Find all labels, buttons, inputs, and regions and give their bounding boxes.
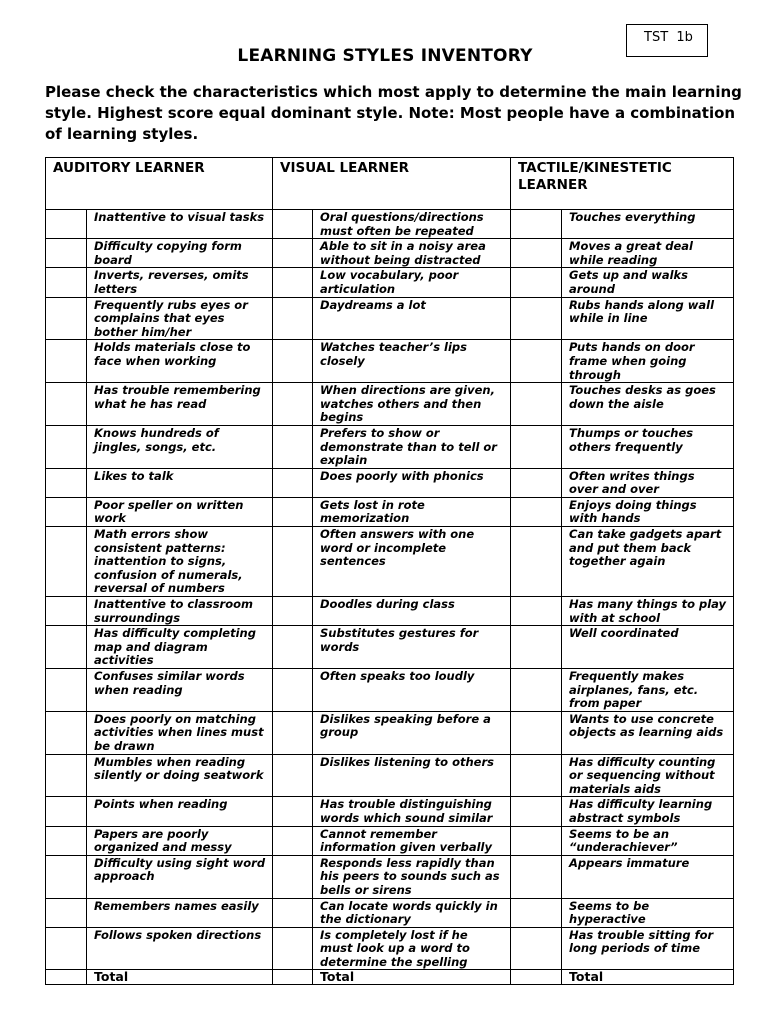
checkbox-visual[interactable]: [273, 711, 313, 754]
characteristic-auditory: Papers are poorly organized and messy: [87, 826, 273, 855]
characteristic-tactile: Has difficulty counting or sequencing without materials aids: [562, 754, 734, 797]
checkbox-visual[interactable]: [273, 669, 313, 712]
checkbox-auditory[interactable]: [46, 468, 87, 497]
characteristic-visual: Responds less rapidly than his peers to sounds such as bells or sirens: [313, 855, 511, 898]
characteristic-tactile: Well coordinated: [562, 626, 734, 669]
characteristic-tactile: Seems to be hyperactive: [562, 898, 734, 927]
characteristic-auditory: Points when reading: [87, 797, 273, 826]
header-tactile: TACTILE/KINESTETIC LEARNER: [511, 158, 734, 210]
checkbox-auditory[interactable]: [46, 626, 87, 669]
characteristic-tactile: Has trouble sitting for long periods of time: [562, 927, 734, 970]
checkbox-visual[interactable]: [273, 210, 313, 239]
characteristic-auditory: Frequently rubs eyes or complains that eyes bother him/her: [87, 297, 273, 340]
table-row: [46, 797, 734, 826]
table-row: [46, 898, 734, 927]
characteristic-tactile: Moves a great deal while reading: [562, 239, 734, 268]
checkbox-tactile[interactable]: [511, 468, 562, 497]
total-score-tactile[interactable]: [511, 970, 562, 985]
characteristic-visual: Watches teacher’s lips closely: [313, 340, 511, 383]
form-code: TST 1b: [644, 30, 693, 45]
checkbox-visual[interactable]: [273, 527, 313, 597]
characteristic-auditory: Inverts, reverses, omits letters: [87, 268, 273, 297]
total-score-auditory[interactable]: [46, 970, 87, 985]
table-row: [46, 340, 734, 383]
characteristic-tactile: Rubs hands along wall while in line: [562, 297, 734, 340]
table-row: [46, 597, 734, 626]
checkbox-auditory[interactable]: [46, 210, 87, 239]
characteristic-tactile: Frequently makes airplanes, fans, etc. from paper: [562, 669, 734, 712]
checkbox-tactile[interactable]: [511, 826, 562, 855]
characteristic-visual: Oral questions/directions must often be repeated: [313, 210, 511, 239]
inventory-table: [45, 157, 734, 985]
characteristic-visual: Daydreams a lot: [313, 297, 511, 340]
characteristic-auditory: Confuses similar words when reading: [87, 669, 273, 712]
checkbox-auditory[interactable]: [46, 425, 87, 468]
characteristic-visual: Dislikes speaking before a group: [313, 711, 511, 754]
checkbox-auditory[interactable]: [46, 297, 87, 340]
characteristic-visual: Can locate words quickly in the dictionary: [313, 898, 511, 927]
table-row: [46, 468, 734, 497]
checkbox-tactile[interactable]: [511, 527, 562, 597]
characteristic-auditory: Inattentive to visual tasks: [87, 210, 273, 239]
checkbox-tactile[interactable]: [511, 754, 562, 797]
characteristic-auditory: Difficulty using sight word approach: [87, 855, 273, 898]
checkbox-tactile[interactable]: [511, 898, 562, 927]
checkbox-tactile[interactable]: [511, 239, 562, 268]
checkbox-auditory[interactable]: [46, 797, 87, 826]
characteristic-tactile: Has difficulty learning abstract symbols: [562, 797, 734, 826]
characteristic-visual: Cannot remember information given verbally: [313, 826, 511, 855]
characteristic-visual: Prefers to show or demonstrate than to tell or explain: [313, 425, 511, 468]
characteristic-visual: Doodles during class: [313, 597, 511, 626]
characteristic-visual: Dislikes listening to others: [313, 754, 511, 797]
characteristic-auditory: Difficulty copying form board: [87, 239, 273, 268]
table-row: [46, 855, 734, 898]
characteristic-tactile: Touches everything: [562, 210, 734, 239]
characteristic-visual: Does poorly with phonics: [313, 468, 511, 497]
checkbox-tactile[interactable]: [511, 497, 562, 526]
checkbox-visual[interactable]: [273, 927, 313, 970]
checkbox-auditory[interactable]: [46, 826, 87, 855]
instructions: Please check the characteristics which most apply to determine the main learning style. Highest score equal dominant style. Note: Most people have a combination of learning styles.: [45, 83, 742, 143]
characteristic-visual: Often answers with one word or incomplete sentences: [313, 527, 511, 597]
characteristic-visual: Has trouble distinguishing words which sound similar: [313, 797, 511, 826]
total-label-auditory: Total: [87, 970, 273, 985]
table-row: [46, 297, 734, 340]
checkbox-visual[interactable]: [273, 468, 313, 497]
characteristic-tactile: Can take gadgets apart and put them back together again: [562, 527, 734, 597]
checkbox-visual[interactable]: [273, 268, 313, 297]
characteristic-auditory: Poor speller on written work: [87, 497, 273, 526]
checkbox-auditory[interactable]: [46, 898, 87, 927]
checkbox-auditory[interactable]: [46, 669, 87, 712]
characteristic-tactile: Gets up and walks around: [562, 268, 734, 297]
checkbox-auditory[interactable]: [46, 268, 87, 297]
checkbox-auditory[interactable]: [46, 927, 87, 970]
characteristic-visual: Low vocabulary, poor articulation: [313, 268, 511, 297]
characteristic-tactile: Seems to be an “underachiever”: [562, 826, 734, 855]
checkbox-visual[interactable]: [273, 297, 313, 340]
checkbox-tactile[interactable]: [511, 340, 562, 383]
characteristic-visual: Is completely lost if he must look up a word to determine the spelling: [313, 927, 511, 970]
checkbox-tactile[interactable]: [511, 669, 562, 712]
characteristic-auditory: Has trouble remembering what he has read: [87, 383, 273, 426]
characteristic-tactile: Has many things to play with at school: [562, 597, 734, 626]
table-row: [46, 383, 734, 426]
checkbox-visual[interactable]: [273, 626, 313, 669]
checkbox-tactile[interactable]: [511, 711, 562, 754]
total-label-tactile: Total: [562, 970, 734, 985]
checkbox-visual[interactable]: [273, 597, 313, 626]
checkbox-auditory[interactable]: [46, 855, 87, 898]
characteristic-auditory: Math errors show consistent patterns: inattention to signs, confusion of numerals, reversal of numbers: [87, 527, 273, 597]
checkbox-tactile[interactable]: [511, 797, 562, 826]
characteristic-auditory: Inattentive to classroom surroundings: [87, 597, 273, 626]
characteristic-tactile: Often writes things over and over: [562, 468, 734, 497]
characteristic-visual: Gets lost in rote memorization: [313, 497, 511, 526]
characteristic-auditory: Follows spoken directions: [87, 927, 273, 970]
total-score-visual[interactable]: [273, 970, 313, 985]
characteristic-auditory: Does poorly on matching activities when lines must be drawn: [87, 711, 273, 754]
checkbox-auditory[interactable]: [46, 497, 87, 526]
checkbox-auditory[interactable]: [46, 597, 87, 626]
checkbox-tactile[interactable]: [511, 210, 562, 239]
characteristic-tactile: Enjoys doing things with hands: [562, 497, 734, 526]
characteristic-tactile: Appears immature: [562, 855, 734, 898]
checkbox-tactile[interactable]: [511, 927, 562, 970]
characteristic-tactile: Wants to use concrete objects as learning aids: [562, 711, 734, 754]
table-row: [46, 669, 734, 712]
header-row: [46, 158, 734, 210]
characteristic-auditory: Likes to talk: [87, 468, 273, 497]
total-row: [46, 970, 734, 985]
characteristic-auditory: Mumbles when reading silently or doing seatwork: [87, 754, 273, 797]
characteristic-tactile: Thumps or touches others frequently: [562, 425, 734, 468]
checkbox-tactile[interactable]: [511, 383, 562, 426]
checkbox-auditory[interactable]: [46, 527, 87, 597]
checkbox-visual[interactable]: [273, 340, 313, 383]
table-row: [46, 711, 734, 754]
table-row: [46, 527, 734, 597]
checkbox-auditory[interactable]: [46, 239, 87, 268]
checkbox-tactile[interactable]: [511, 855, 562, 898]
table-row: [46, 268, 734, 297]
characteristic-tactile: Touches desks as goes down the aisle: [562, 383, 734, 426]
checkbox-tactile[interactable]: [511, 425, 562, 468]
checkbox-visual[interactable]: [273, 497, 313, 526]
checkbox-visual[interactable]: [273, 425, 313, 468]
table-row: [46, 239, 734, 268]
checkbox-visual[interactable]: [273, 797, 313, 826]
checkbox-visual[interactable]: [273, 826, 313, 855]
characteristic-visual: Often speaks too loudly: [313, 669, 511, 712]
checkbox-auditory[interactable]: [46, 754, 87, 797]
characteristic-auditory: Remembers names easily: [87, 898, 273, 927]
checkbox-tactile[interactable]: [511, 626, 562, 669]
characteristic-auditory: Holds materials close to face when working: [87, 340, 273, 383]
characteristic-tactile: Puts hands on door frame when going through: [562, 340, 734, 383]
table-row: [46, 826, 734, 855]
checkbox-visual[interactable]: [273, 754, 313, 797]
total-label-visual: Total: [313, 970, 511, 985]
header-visual: VISUAL LEARNER: [273, 158, 511, 210]
table-row: [46, 927, 734, 970]
checkbox-visual[interactable]: [273, 898, 313, 927]
checkbox-auditory[interactable]: [46, 340, 87, 383]
checkbox-tactile[interactable]: [511, 268, 562, 297]
table-row: [46, 497, 734, 526]
table-row: [46, 754, 734, 797]
page-title: LEARNING STYLES INVENTORY: [237, 46, 533, 66]
characteristic-visual: When directions are given, watches others and then begins: [313, 383, 511, 426]
header-auditory: AUDITORY LEARNER: [46, 158, 273, 210]
table-row: [46, 210, 734, 239]
checkbox-tactile[interactable]: [511, 597, 562, 626]
checkbox-auditory[interactable]: [46, 383, 87, 426]
table-row: [46, 626, 734, 669]
checkbox-tactile[interactable]: [511, 297, 562, 340]
characteristic-visual: Able to sit in a noisy area without being distracted: [313, 239, 511, 268]
characteristic-auditory: Knows hundreds of jingles, songs, etc.: [87, 425, 273, 468]
table-row: [46, 425, 734, 468]
characteristic-visual: Substitutes gestures for words: [313, 626, 511, 669]
checkbox-visual[interactable]: [273, 855, 313, 898]
checkbox-auditory[interactable]: [46, 711, 87, 754]
characteristic-auditory: Has difficulty completing map and diagram activities: [87, 626, 273, 669]
checkbox-visual[interactable]: [273, 239, 313, 268]
checkbox-visual[interactable]: [273, 383, 313, 426]
